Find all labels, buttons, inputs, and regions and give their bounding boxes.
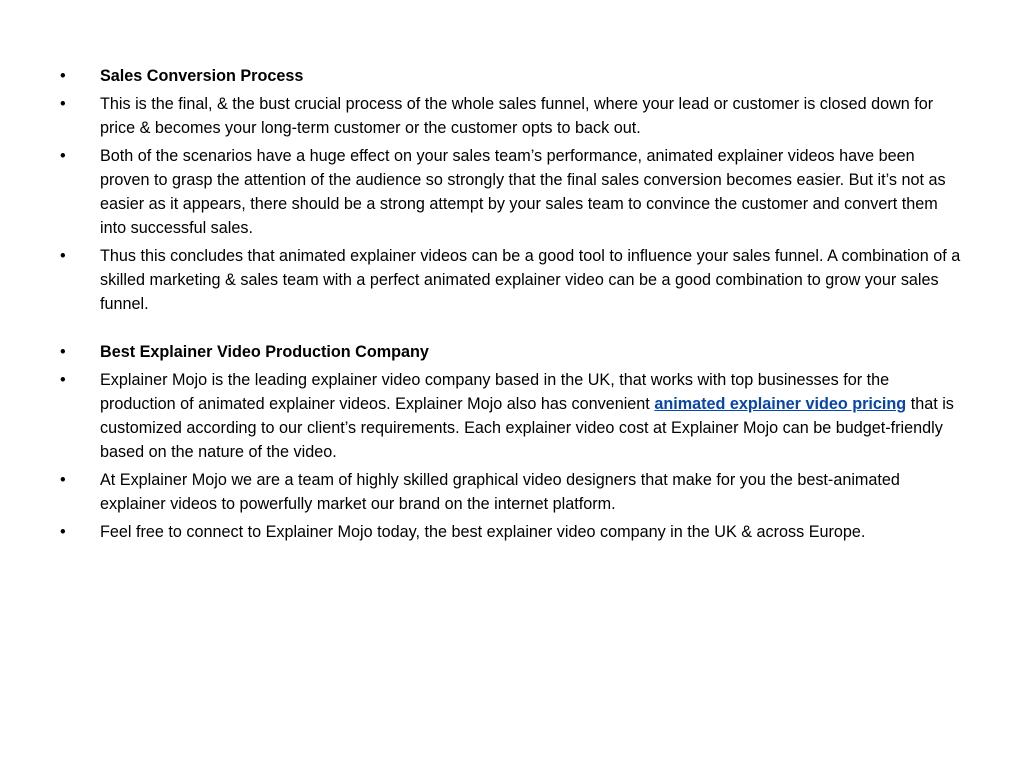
paragraph-text: Thus this concludes that animated explainer videos can be a good tool to influence your sales funnel. A combination of a skilled marketing & sales team with a perfect animated explainer video can be a good combination to grow your sales funnel. xyxy=(100,247,961,313)
bullet-item-scenarios xyxy=(56,144,968,240)
section-heading: Best Explainer Video Production Company xyxy=(100,343,429,361)
bullet-item-conclusion xyxy=(56,244,968,316)
bullet-icon: • xyxy=(60,523,66,541)
bullet-item-final-process xyxy=(56,92,968,140)
bullet-icon: • xyxy=(60,371,66,389)
paragraph-text: Both of the scenarios have a huge effect on your sales team’s performance, animated explainer videos have been proven to grasp the attention of the audience so strongly that the final sales conversion becomes easier. But it’s not as easier as it appears, there should be a strong attempt by your sales team to convince the customer and convert them into successful sales. xyxy=(100,147,946,237)
bullet-item-team xyxy=(56,468,968,516)
bullet-icon: • xyxy=(60,147,66,165)
paragraph-text: Feel free to connect to Explainer Mojo today, the best explainer video company in the UK & across Europe. xyxy=(100,523,866,541)
bullet-list xyxy=(56,64,968,548)
paragraph-text-after-link: that is customized according to our client’s requirements. Each explainer video cost at Explainer Mojo can be budget-friendly based on the nature of the video. xyxy=(100,395,954,461)
bullet-icon: • xyxy=(60,67,66,85)
bullet-icon: • xyxy=(60,95,66,113)
paragraph-text: This is the final, & the bust crucial process of the whole sales funnel, where your lead or customer is closed down for price & becomes your long-term customer or the customer opts to back out. xyxy=(100,95,934,137)
bullet-item-sales-conversion-heading xyxy=(56,64,968,88)
bullet-icon: • xyxy=(60,471,66,489)
bullet-item-best-company-heading xyxy=(56,340,968,364)
bullet-icon: • xyxy=(60,343,66,361)
bullet-icon: • xyxy=(60,247,66,265)
paragraph-text-before-link: Explainer Mojo is the leading explainer video company based in the UK, that works with top businesses for the production of animated explainer videos. Explainer Mojo also has convenient xyxy=(100,371,890,413)
bullet-item-explainer-mojo-intro xyxy=(56,368,968,464)
bullet-item-connect xyxy=(56,520,968,544)
pricing-link[interactable]: animated explainer video pricing xyxy=(654,395,907,413)
section-heading: Sales Conversion Process xyxy=(100,67,304,85)
paragraph-text: At Explainer Mojo we are a team of highly skilled graphical video designers that make for you the best-animated explainer videos to powerfully market our brand on the internet platform. xyxy=(100,471,900,513)
